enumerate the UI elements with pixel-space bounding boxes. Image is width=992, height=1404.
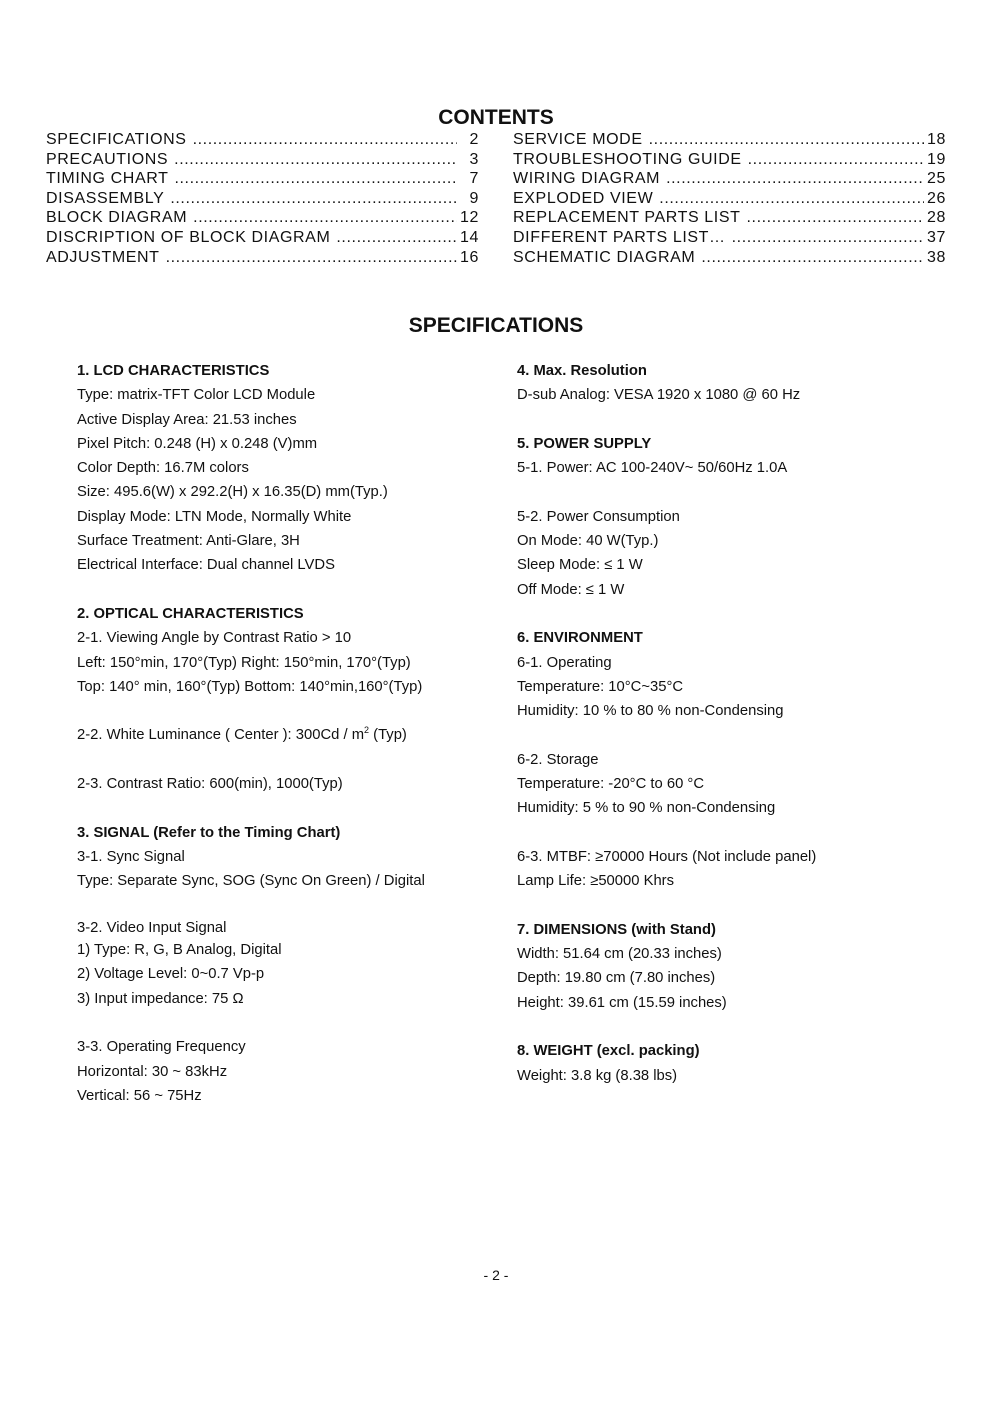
power-sleep-mode: Sleep Mode: ≤ 1 W <box>517 557 643 574</box>
page-number: - 2 - <box>483 1267 509 1283</box>
sync-signal-type: Type: Separate Sync, SOG (Sync On Green) / Digital <box>77 873 425 890</box>
toc-entry-timing-chart[interactable] <box>46 170 479 190</box>
toc-leader-dots <box>649 131 924 149</box>
lcd-pixel-pitch: Pixel Pitch: 0.248 (H) x 0.248 (V)mm <box>77 435 318 452</box>
toc-entry-label: TIMING CHART <box>46 170 169 188</box>
toc-entry-specifications[interactable] <box>46 131 479 151</box>
toc-entry-label: SCHEMATIC DIAGRAM <box>513 248 696 266</box>
toc-entry-page: 9 <box>469 189 479 207</box>
operating-title: 6-1. Operating <box>517 654 612 671</box>
viewing-angle-left-right: Left: 150°min, 170°(Typ) Right: 150°min, 170°(Typ) <box>77 654 411 671</box>
storage-title: 6-2. Storage <box>517 751 599 768</box>
mtbf: 6-3. MTBF: ≥70000 Hours (Not include panel) <box>517 848 817 865</box>
lcd-color-depth: Color Depth: 16.7M colors <box>77 460 249 477</box>
dimension-depth: Depth: 19.80 cm (7.80 inches) <box>517 970 716 987</box>
toc-leader-dots <box>166 249 457 267</box>
toc-entry-troubleshooting-guide[interactable] <box>513 151 946 171</box>
video-input-title: 3-2. Video Input Signal <box>77 919 227 936</box>
toc-entry-precautions[interactable] <box>46 151 479 171</box>
lcd-surface-treatment: Surface Treatment: Anti-Glare, 3H <box>77 533 300 550</box>
toc-leader-dots <box>170 190 457 208</box>
power-off-mode: Off Mode: ≤ 1 W <box>517 581 625 598</box>
toc-entry-page: 38 <box>927 248 946 266</box>
dimension-height: Height: 39.61 cm (15.59 inches) <box>517 994 727 1011</box>
max-resolution-heading: 4. Max. Resolution <box>517 363 647 379</box>
toc-entry-page: 2 <box>469 131 479 148</box>
power-input: 5-1. Power: AC 100-240V~ 50/60Hz 1.0A <box>517 460 788 477</box>
toc-entry-label: DIFFERENT PARTS LIST… <box>513 228 726 246</box>
toc-entry-adjustment[interactable] <box>46 249 479 269</box>
white-luminance: 2-2. White Luminance ( Center ): $300Cd / m^2$ (Typ) <box>77 725 407 744</box>
toc-entry-different-parts-list[interactable] <box>513 229 946 249</box>
lcd-size: Size: 495.6(W) x 292.2(H) x 16.35(D) mm(Typ.) <box>77 484 388 501</box>
lcd-characteristics-heading: 1. LCD CHARACTERISTICS <box>77 363 270 379</box>
toc-entry-wiring-diagram[interactable] <box>513 170 946 190</box>
toc-entry-label: PRECAUTIONS <box>46 150 169 168</box>
toc-entry-label: SERVICE MODE <box>513 131 643 148</box>
dimensions-heading: 7. DIMENSIONS (with Stand) <box>517 921 716 938</box>
toc-leader-dots <box>659 190 924 208</box>
contrast-ratio: 2-3. Contrast Ratio: 600(min), 1000(Typ) <box>77 776 343 793</box>
toc-leader-dots <box>174 151 457 169</box>
viewing-angle-title: 2-1. Viewing Angle by Contrast Ratio > 10 <box>77 630 352 647</box>
toc-entry-disassembly[interactable] <box>46 190 479 210</box>
environment-heading: 6. ENVIRONMENT <box>517 630 643 647</box>
toc-entry-label: TROUBLESHOOTING GUIDE <box>513 150 742 168</box>
storage-humidity: Humidity: 5 % to 90 % non-Condensing <box>517 800 776 817</box>
toc-leader-dots <box>732 229 924 247</box>
toc-leader-dots <box>193 131 457 149</box>
storage-temperature: Temperature: -20°C to 60 °C <box>517 776 705 793</box>
toc-entry-label: REPLACEMENT PARTS LIST <box>513 209 741 227</box>
power-supply-heading: 5. POWER SUPPLY <box>517 435 652 452</box>
toc-left-column <box>46 131 479 268</box>
toc-entry-page: 18 <box>927 131 946 148</box>
max-resolution-value: D-sub Analog: VESA 1920 x 1080 @ 60 Hz <box>517 387 801 404</box>
lcd-electrical-interface: Electrical Interface: Dual channel LVDS <box>77 557 335 574</box>
power-on-mode: On Mode: 40 W(Typ.) <box>517 533 659 550</box>
video-input-type: 1) Type: R, G, B Analog, Digital <box>77 942 282 959</box>
toc-right-column <box>513 131 946 268</box>
video-voltage-level: 2) Voltage Level: 0~0.7 Vp-p <box>77 966 265 983</box>
optical-characteristics-heading: 2. OPTICAL CHARACTERISTICS <box>77 605 304 622</box>
spec-right-column <box>517 359 917 1088</box>
contents-title: CONTENTS <box>438 106 554 129</box>
power-consumption-title: 5-2. Power Consumption <box>517 508 680 525</box>
toc-entry-label: BLOCK DIAGRAM <box>46 209 188 227</box>
toc-leader-dots <box>748 151 924 169</box>
toc-entry-label: EXPLODED VIEW <box>513 189 654 207</box>
operating-humidity: Humidity: 10 % to 80 % non-Condensing <box>517 703 784 720</box>
sync-signal-title: 3-1. Sync Signal <box>77 848 185 865</box>
toc-leader-dots <box>666 170 924 188</box>
lcd-active-area: Active Display Area: 21.53 inches <box>77 411 297 428</box>
toc-entry-page: 12 <box>460 209 479 227</box>
toc-leader-dots <box>193 209 457 227</box>
toc-leader-dots <box>701 249 924 267</box>
weight-heading: 8. WEIGHT (excl. packing) <box>517 1043 700 1060</box>
specifications-title: SPECIFICATIONS <box>408 314 584 337</box>
toc-entry-page: 16 <box>460 248 479 266</box>
toc-entry-page: 28 <box>927 209 946 227</box>
lcd-type: Type: matrix-TFT Color LCD Module <box>77 387 316 404</box>
toc-entry-page: 26 <box>927 189 946 207</box>
toc-entry-schematic-diagram[interactable] <box>513 249 946 269</box>
toc-entry-page: 7 <box>469 170 479 188</box>
toc-entry-replacement-parts-list[interactable] <box>513 209 946 229</box>
toc-entry-exploded-view[interactable] <box>513 190 946 210</box>
toc-entry-label: WIRING DIAGRAM <box>513 170 661 188</box>
weight-value: Weight: 3.8 kg (8.38 lbs) <box>517 1067 678 1084</box>
toc-entry-label: ADJUSTMENT <box>46 248 160 266</box>
signal-heading: 3. SIGNAL (Refer to the Timing Chart) <box>77 824 341 841</box>
toc-entry-page: 3 <box>469 150 479 168</box>
toc-entry-label: SPECIFICATIONS <box>46 131 187 148</box>
toc-entry-block-diagram[interactable] <box>46 209 479 229</box>
toc-leader-dots <box>174 170 457 188</box>
toc-entry-page: 25 <box>927 170 946 188</box>
operating-temperature: Temperature: 10°C~35°C <box>517 678 684 695</box>
toc-entry-page: 19 <box>927 150 946 168</box>
toc-entry-page: 37 <box>927 228 946 246</box>
spec-left-column <box>77 359 497 1108</box>
video-input-impedance: 3) Input impedance: 75 Ω <box>77 990 244 1007</box>
toc-entry-block-diagram-description[interactable] <box>46 229 479 249</box>
toc-entry-service-mode[interactable] <box>513 131 946 151</box>
toc-entry-page: 14 <box>460 228 479 246</box>
toc-entry-label: DISASSEMBLY <box>46 189 165 207</box>
vertical-frequency: Vertical: 56 ~ 75Hz <box>77 1087 202 1104</box>
toc-leader-dots <box>746 209 924 227</box>
operating-frequency-title: 3-3. Operating Frequency <box>77 1039 246 1056</box>
viewing-angle-top-bottom: Top: 140° min, 160°(Typ) Bottom: 140°min,160°(Typ) <box>77 678 423 695</box>
lcd-display-mode: Display Mode: LTN Mode, Normally White <box>77 508 352 525</box>
horizontal-frequency: Horizontal: 30 ~ 83kHz <box>77 1063 228 1080</box>
dimension-width: Width: 51.64 cm (20.33 inches) <box>517 946 722 963</box>
toc-leader-dots <box>336 229 457 247</box>
lamp-life: Lamp Life: ≥50000 Khrs <box>517 873 675 890</box>
toc-entry-label: DISCRIPTION OF BLOCK DIAGRAM <box>46 228 331 246</box>
